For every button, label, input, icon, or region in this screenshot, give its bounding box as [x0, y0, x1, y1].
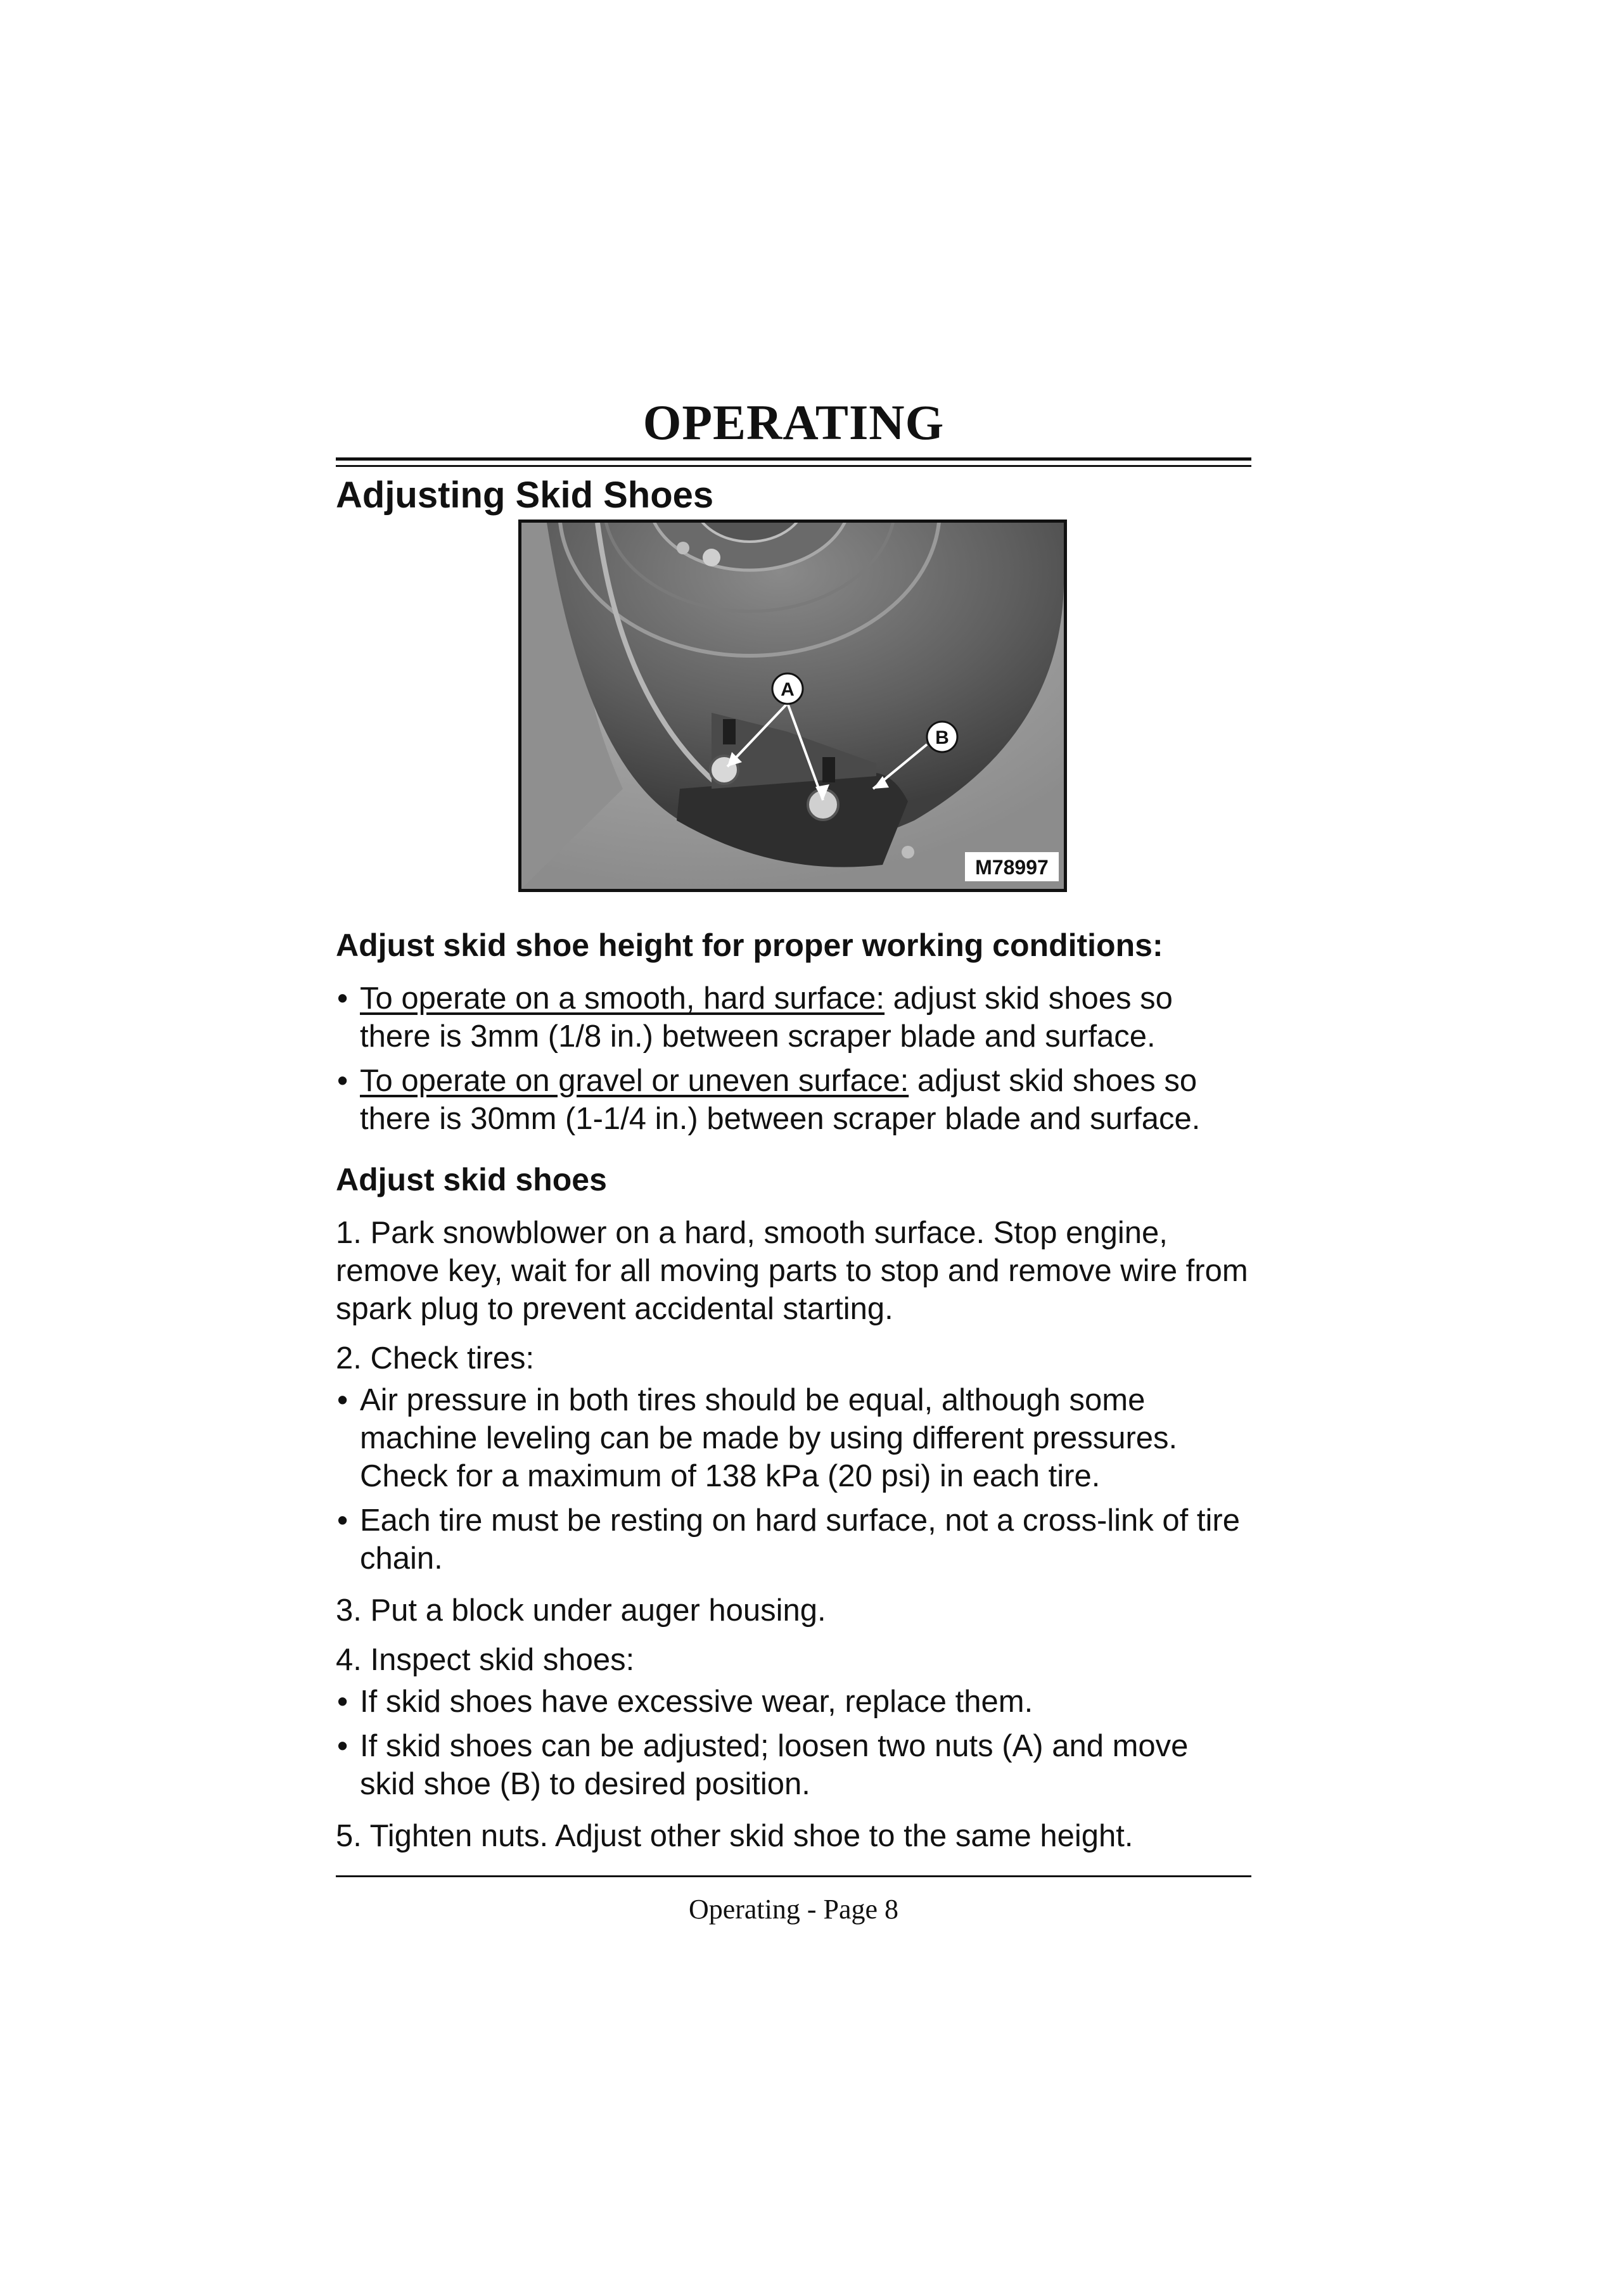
callout-b-label	[927, 722, 957, 752]
step-5: 5. Tighten nuts. Adjust other skid shoe to the same height.	[336, 1819, 1133, 1853]
condition-text: adjust skid shoes so there is 30mm (1-1/4 in.) between scraper blade and surface.	[360, 1064, 1201, 1136]
procedure-heading: Adjust skid shoes	[336, 1162, 607, 1197]
chapter-title: OPERATING	[642, 395, 945, 450]
step-2-bullet: • Each tire must be resting on hard surface, not a cross-link of tire chain.	[336, 1502, 1251, 1578]
step-2: 2. Check tires:	[336, 1341, 535, 1375]
step-4-bullet: • If skid shoes have excessive wear, replace them.	[336, 1683, 1251, 1721]
step-2-bullet: • Air pressure in both tires should be equal, although some machine leveling can be made by using different pressures. Check for a maximum of 138 kPa (20 psi) in each tire.	[336, 1381, 1251, 1495]
step-1: 1. Park snowblower on a hard, smooth surface. Stop engine, remove key, wait for all moving parts to stop and remove wire from spark plug to prevent accidental starting.	[336, 1216, 1248, 1326]
skid-shoe-figure	[518, 520, 1067, 892]
condition-lead: To operate on a smooth, hard surface:	[360, 981, 885, 1016]
callout-a-label	[772, 673, 803, 704]
svg-text:M78997: M78997	[975, 856, 1049, 879]
section-title: Adjusting Skid Shoes	[336, 475, 714, 516]
footer-rule	[336, 1875, 1251, 1877]
header-rule-thin	[336, 465, 1251, 467]
step-3: 3. Put a block under auger housing.	[336, 1593, 826, 1628]
svg-text:B: B	[935, 727, 949, 748]
page-footer: Operating - Page 8	[688, 1894, 899, 1925]
condition-text: adjust skid shoes so there is 3mm (1/8 in.) between scraper blade and surface.	[360, 981, 1173, 1054]
svg-text:A: A	[781, 679, 795, 700]
header-rule-thick	[336, 457, 1251, 461]
conditions-heading: Adjust skid shoe height for proper working conditions:	[336, 928, 1163, 963]
body-text	[336, 926, 1251, 1866]
step-4: 4. Inspect skid shoes:	[336, 1643, 635, 1677]
skid-shoe-photo	[521, 523, 1064, 889]
figure-code-label	[965, 852, 1059, 881]
condition-item	[336, 979, 1251, 1056]
condition-lead: To operate on gravel or uneven surface:	[360, 1064, 909, 1098]
condition-item	[336, 1062, 1251, 1138]
step-4-bullet: • If skid shoes can be adjusted; loosen two nuts (A) and move skid shoe (B) to desired position.	[336, 1727, 1251, 1803]
